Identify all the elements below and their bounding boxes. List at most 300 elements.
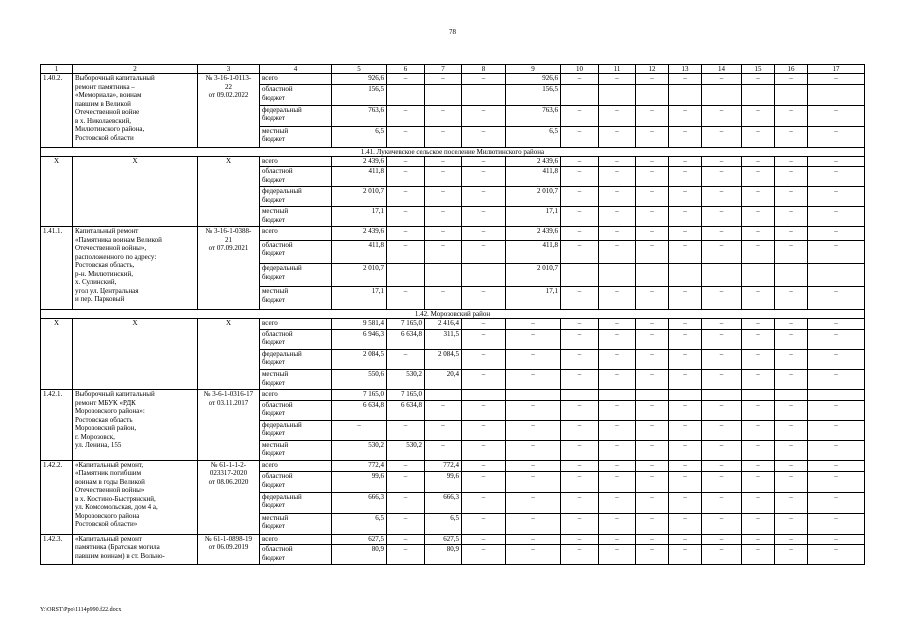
text-line: «Капитальный ремонт	[75, 534, 142, 543]
value-cell: 20,4	[425, 370, 462, 390]
value-cell: –	[775, 420, 808, 440]
value-cell: –	[636, 440, 669, 460]
value-cell: –	[561, 227, 599, 241]
text-line: областной	[262, 329, 293, 338]
document-ref	[198, 460, 260, 534]
value-cell: –	[669, 167, 702, 187]
value-cell: –	[775, 167, 808, 187]
value-cell: –	[702, 240, 742, 263]
value-cell: –	[387, 420, 425, 440]
value-cell: –	[775, 287, 808, 310]
value-cell: –	[561, 287, 599, 310]
value-cell	[742, 390, 775, 401]
text-line: от 06.09.2019	[208, 543, 249, 552]
value-cell: –	[462, 240, 506, 263]
value-cell: –	[702, 492, 742, 513]
value-cell	[775, 264, 808, 287]
value-cell	[702, 390, 742, 401]
value-cell: –	[808, 545, 865, 565]
text-line: областной	[262, 400, 293, 409]
text-line: Выборочный капитальный	[75, 74, 155, 82]
value-cell: 2 439,6	[332, 156, 387, 167]
value-cell: –	[808, 126, 865, 147]
text-line: № 61-1-0898-19	[205, 534, 252, 543]
value-cell: –	[669, 400, 702, 420]
funding-source	[260, 400, 332, 420]
value-cell: 17,1	[506, 207, 561, 227]
value-cell: –	[702, 105, 742, 126]
text-line: Ростовская область,	[75, 261, 135, 270]
funding-source	[260, 207, 332, 227]
value-cell: –	[775, 74, 808, 85]
value-cell: 17,1	[332, 287, 387, 310]
value-cell: –	[599, 240, 636, 263]
value-cell: –	[561, 329, 599, 349]
item-number: 1.42.1.	[41, 390, 73, 461]
column-header: 11	[599, 65, 636, 74]
value-cell: –	[742, 460, 775, 471]
value-cell: –	[561, 460, 599, 471]
value-cell: –	[702, 167, 742, 187]
text-line: областной	[262, 167, 293, 176]
value-cell: –	[702, 370, 742, 390]
value-cell: –	[742, 126, 775, 147]
value-cell	[425, 390, 462, 401]
value-cell: –	[808, 105, 865, 126]
document-ref	[198, 227, 260, 310]
column-header: 13	[669, 65, 702, 74]
value-cell: –	[808, 156, 865, 167]
value-cell: –	[702, 472, 742, 493]
value-cell: 2 084,5	[332, 349, 387, 369]
funding-source	[260, 460, 332, 471]
value-cell: –	[742, 156, 775, 167]
value-cell: –	[506, 370, 561, 390]
text-line: местный	[262, 370, 289, 379]
value-cell: 772,4	[425, 460, 462, 471]
column-header: 17	[808, 65, 865, 74]
value-cell: –	[808, 240, 865, 263]
value-cell: –	[506, 472, 561, 493]
value-cell: –	[742, 240, 775, 263]
value-cell: 2 010,7	[506, 187, 561, 207]
table-row	[41, 156, 865, 167]
value-cell: –	[387, 227, 425, 241]
value-cell: –	[669, 207, 702, 227]
value-cell: –	[775, 240, 808, 263]
text-line: бюджет	[262, 295, 285, 304]
value-cell: –	[462, 534, 506, 545]
value-cell: –	[425, 240, 462, 263]
text-line: бюджет	[262, 480, 285, 489]
value-cell: –	[742, 534, 775, 545]
value-cell	[636, 85, 669, 106]
value-cell: 99,6	[332, 472, 387, 493]
value-cell: –	[775, 105, 808, 126]
text-line: расположенного по адресу:	[75, 252, 157, 261]
text-line: бюджет	[262, 378, 285, 387]
text-line: местный	[262, 207, 289, 216]
value-cell: 7 165,0	[332, 390, 387, 401]
value-cell: –	[599, 319, 636, 330]
value-cell: –	[636, 167, 669, 187]
value-cell: –	[702, 329, 742, 349]
text-line: ремонт памятника –	[75, 82, 135, 91]
value-cell: –	[561, 319, 599, 330]
column-header: 14	[702, 65, 742, 74]
value-cell: –	[669, 472, 702, 493]
funding-source	[260, 187, 332, 207]
item-number: 1.42.2.	[41, 460, 73, 534]
value-cell: 6 634,8	[387, 400, 425, 420]
value-cell: 80,9	[425, 545, 462, 565]
value-cell: 2 439,6	[332, 227, 387, 241]
value-cell: –	[636, 287, 669, 310]
value-cell: –	[561, 126, 599, 147]
text-line: воинам в годы Великой	[75, 477, 145, 486]
value-cell: –	[425, 187, 462, 207]
value-cell: –	[775, 492, 808, 513]
text-line: всего	[262, 319, 278, 328]
funding-source	[260, 534, 332, 545]
value-cell: –	[387, 126, 425, 147]
value-cell: –	[636, 329, 669, 349]
value-cell: 6,5	[332, 513, 387, 534]
value-cell: –	[742, 472, 775, 493]
text-line: областной	[262, 85, 293, 94]
value-cell: 2 416,4	[425, 319, 462, 330]
text-line: федеральный	[262, 420, 302, 429]
value-cell: –	[506, 329, 561, 349]
object-name	[73, 319, 198, 390]
value-cell: –	[669, 513, 702, 534]
value-cell: –	[599, 472, 636, 493]
value-cell: –	[636, 460, 669, 471]
value-cell	[599, 85, 636, 106]
funding-source	[260, 287, 332, 310]
value-cell: –	[462, 349, 506, 369]
value-cell: –	[506, 534, 561, 545]
value-cell: –	[561, 440, 599, 460]
document-ref	[198, 319, 260, 390]
text-line: Х	[132, 319, 138, 328]
text-line: бюджет	[262, 249, 285, 258]
value-cell: –	[561, 349, 599, 369]
value-cell: –	[808, 319, 865, 330]
value-cell	[808, 264, 865, 287]
text-line: ремонт МБУК «РДК	[75, 398, 136, 407]
value-cell: –	[462, 126, 506, 147]
value-cell: 926,6	[332, 74, 387, 85]
value-cell: –	[775, 207, 808, 227]
funding-source	[260, 85, 332, 106]
value-cell: –	[599, 126, 636, 147]
value-cell: –	[599, 329, 636, 349]
value-cell	[599, 264, 636, 287]
value-cell: –	[599, 187, 636, 207]
value-cell	[506, 390, 561, 401]
text-line: областной	[262, 240, 293, 249]
value-cell: 17,1	[332, 207, 387, 227]
value-cell: –	[462, 545, 506, 565]
value-cell: –	[599, 74, 636, 85]
column-header: 6	[387, 65, 425, 74]
value-cell	[669, 85, 702, 106]
value-cell	[387, 85, 425, 106]
funding-source	[260, 74, 332, 85]
value-cell: –	[332, 420, 387, 440]
value-cell: 763,6	[332, 105, 387, 126]
value-cell: –	[742, 319, 775, 330]
value-cell: –	[425, 207, 462, 227]
funding-source	[260, 167, 332, 187]
value-cell	[742, 264, 775, 287]
value-cell: –	[636, 126, 669, 147]
value-cell: 627,5	[425, 534, 462, 545]
value-cell: –	[599, 370, 636, 390]
value-cell: –	[599, 492, 636, 513]
value-cell: –	[808, 534, 865, 545]
text-line: Отечественной войны»	[75, 486, 145, 495]
value-cell	[669, 264, 702, 287]
text-line: от 03.11.2017	[208, 398, 249, 407]
text-line: от 09.02.2022	[208, 91, 249, 99]
text-line: федеральный	[262, 187, 302, 196]
value-cell: –	[462, 319, 506, 330]
text-line: Морозовский район,	[75, 424, 137, 433]
value-cell: 411,8	[332, 240, 387, 263]
value-cell	[561, 390, 599, 401]
value-cell: –	[462, 74, 506, 85]
text-line: местный	[262, 287, 289, 296]
value-cell: –	[506, 513, 561, 534]
text-line: бюджет	[262, 522, 285, 531]
value-cell: –	[462, 329, 506, 349]
value-cell: –	[599, 287, 636, 310]
value-cell: –	[462, 156, 506, 167]
text-line: бюджет	[262, 272, 285, 281]
section-row	[41, 147, 865, 156]
value-cell: –	[506, 349, 561, 369]
text-line: бюджет	[262, 215, 285, 224]
table-row	[41, 74, 865, 85]
value-cell: –	[387, 207, 425, 227]
text-line: р-н. Милютинский,	[75, 269, 133, 278]
value-cell: –	[702, 74, 742, 85]
text-line: Х	[225, 319, 232, 328]
value-cell: –	[702, 287, 742, 310]
text-line: бюджет	[262, 449, 285, 458]
value-cell: –	[808, 287, 865, 310]
column-header: 16	[775, 65, 808, 74]
value-cell: –	[462, 105, 506, 126]
text-line: № 3-16-1-0113-	[205, 74, 252, 82]
text-line: 22	[225, 82, 232, 91]
value-cell: –	[636, 105, 669, 126]
value-cell: –	[808, 370, 865, 390]
value-cell: –	[702, 534, 742, 545]
value-cell: –	[742, 167, 775, 187]
value-cell: –	[387, 460, 425, 471]
value-cell: –	[742, 440, 775, 460]
document-ref	[198, 390, 260, 461]
value-cell: –	[462, 420, 506, 440]
text-line: № 3-16-1-0388-	[205, 227, 252, 236]
funding-source	[260, 126, 332, 147]
item-number: Х	[41, 319, 73, 390]
value-cell: –	[669, 74, 702, 85]
funding-source	[260, 420, 332, 440]
funding-source	[260, 319, 332, 330]
text-line: всего	[262, 74, 278, 82]
value-cell: –	[387, 492, 425, 513]
value-cell: –	[742, 74, 775, 85]
value-cell: 17,1	[506, 287, 561, 310]
value-cell: –	[561, 105, 599, 126]
value-cell: –	[561, 400, 599, 420]
value-cell	[702, 85, 742, 106]
text-line: памятника (Братская могила	[75, 543, 160, 552]
value-cell: –	[669, 440, 702, 460]
value-cell: –	[599, 207, 636, 227]
text-line: бюджет	[262, 175, 285, 184]
value-cell: 2 010,7	[332, 264, 387, 287]
value-cell: –	[808, 400, 865, 420]
value-cell: 6 946,3	[332, 329, 387, 349]
value-cell: 666,3	[425, 492, 462, 513]
value-cell: –	[808, 227, 865, 241]
value-cell	[742, 85, 775, 106]
value-cell: –	[506, 492, 561, 513]
text-line: Ростовская область	[75, 415, 133, 424]
value-cell: –	[387, 287, 425, 310]
value-cell: –	[425, 227, 462, 241]
value-cell: –	[669, 370, 702, 390]
value-cell: –	[599, 105, 636, 126]
value-cell: –	[561, 74, 599, 85]
text-line: бюджет	[262, 338, 285, 347]
funding-source	[260, 440, 332, 460]
item-number: Х	[41, 156, 73, 227]
value-cell: –	[775, 460, 808, 471]
value-cell: –	[506, 420, 561, 440]
value-cell: –	[742, 227, 775, 241]
value-cell: –	[775, 400, 808, 420]
value-cell: –	[462, 440, 506, 460]
value-cell: –	[561, 207, 599, 227]
value-cell: –	[669, 460, 702, 471]
value-cell: –	[702, 349, 742, 369]
value-cell: –	[742, 287, 775, 310]
value-cell: –	[425, 105, 462, 126]
value-cell: –	[669, 319, 702, 330]
text-line: Ростовской области	[75, 133, 134, 142]
value-cell: 156,5	[506, 85, 561, 106]
value-cell	[775, 390, 808, 401]
value-cell: –	[669, 329, 702, 349]
value-cell: –	[561, 187, 599, 207]
value-cell: –	[599, 227, 636, 241]
text-line: «Капитальный ремонт,	[75, 460, 144, 469]
text-line: Отечественной войны»,	[75, 244, 147, 253]
value-cell: –	[669, 287, 702, 310]
value-cell: –	[506, 440, 561, 460]
value-cell: –	[775, 534, 808, 545]
object-name	[73, 534, 198, 565]
value-cell: –	[808, 420, 865, 440]
funding-source	[260, 370, 332, 390]
value-cell: –	[669, 534, 702, 545]
value-cell: 2 010,7	[506, 264, 561, 287]
value-cell: 772,4	[332, 460, 387, 471]
value-cell	[425, 264, 462, 287]
value-cell: –	[669, 227, 702, 241]
object-name	[73, 227, 198, 310]
text-line: областной	[262, 545, 293, 554]
value-cell: –	[387, 105, 425, 126]
value-cell: 6 634,8	[332, 400, 387, 420]
value-cell: –	[387, 187, 425, 207]
text-line: угол ул. Центральная	[75, 286, 139, 295]
column-header: 5	[332, 65, 387, 74]
value-cell: –	[742, 349, 775, 369]
value-cell: –	[462, 472, 506, 493]
value-cell: –	[425, 420, 462, 440]
funding-source	[260, 227, 332, 241]
value-cell: 6,5	[332, 126, 387, 147]
value-cell: –	[561, 156, 599, 167]
value-cell: –	[462, 207, 506, 227]
column-header: 1	[41, 65, 73, 74]
value-cell: –	[669, 126, 702, 147]
value-cell: –	[636, 492, 669, 513]
table-row	[41, 460, 865, 471]
column-header: 12	[636, 65, 669, 74]
text-line: бюджет	[262, 409, 285, 418]
text-line: бюджет	[262, 358, 285, 367]
value-cell: –	[742, 513, 775, 534]
value-cell: –	[808, 440, 865, 460]
text-line: Морозовского района»:	[75, 407, 145, 416]
value-cell: –	[742, 545, 775, 565]
value-cell: –	[775, 545, 808, 565]
value-cell: 666,3	[332, 492, 387, 513]
value-cell: 99,6	[425, 472, 462, 493]
value-cell: –	[425, 287, 462, 310]
value-cell: –	[808, 492, 865, 513]
object-name	[73, 460, 198, 534]
value-cell: –	[808, 329, 865, 349]
value-cell: –	[702, 319, 742, 330]
value-cell: –	[636, 156, 669, 167]
value-cell: –	[775, 472, 808, 493]
value-cell: –	[775, 187, 808, 207]
value-cell: –	[636, 349, 669, 369]
value-cell: 411,8	[332, 167, 387, 187]
text-line: х. Сулинский,	[75, 278, 117, 287]
value-cell	[561, 264, 599, 287]
value-cell: –	[425, 74, 462, 85]
value-cell: 2 439,6	[506, 227, 561, 241]
value-cell: –	[599, 460, 636, 471]
value-cell: –	[506, 400, 561, 420]
value-cell: 530,2	[332, 440, 387, 460]
value-cell: –	[669, 420, 702, 440]
document-ref	[198, 156, 260, 227]
value-cell: –	[462, 167, 506, 187]
value-cell: –	[462, 513, 506, 534]
value-cell: –	[775, 126, 808, 147]
